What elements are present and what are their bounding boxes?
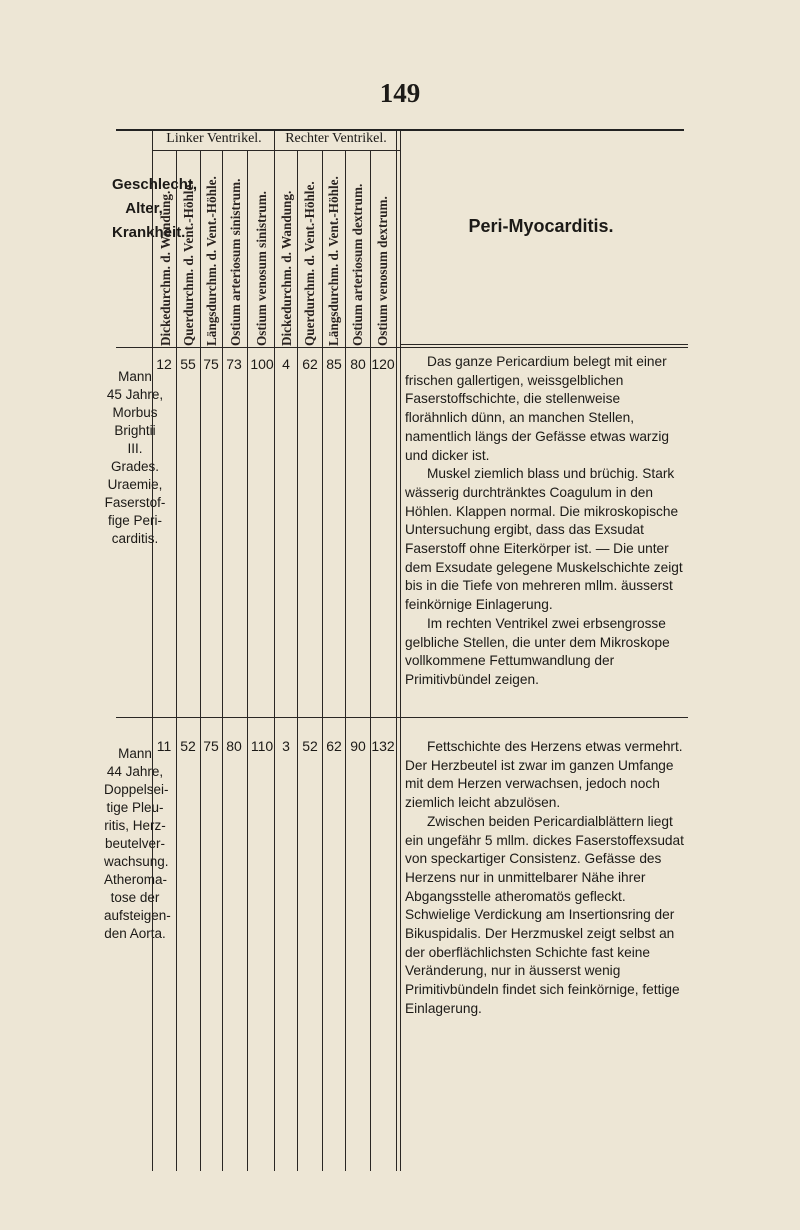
case-line: carditis.	[111, 531, 159, 546]
col-header-text: Dickedurchm. d. Wandung.	[279, 190, 294, 346]
col-line	[222, 150, 223, 1171]
measurement-value: 11	[156, 738, 172, 754]
case-line: Mann	[118, 369, 152, 384]
case-line: aufsteigen-	[104, 908, 171, 923]
findings-paragraph: Muskel ziemlich blass und brüchig. Stark wässerig durchtränktes Coagulum in den Höhlen. Klappen normal. Die mikroskopische Untersuchung ergibt, dass das Exsudat Faserstoff ohne Eiterkörper ist. — Die unter dem Exsudate gelegene Muskelschichte zeigt bis in die Tiefe von mehreren mllm. äusserst feinkörnige Einlagerung.	[405, 466, 683, 613]
col-header-text: Längsdurchm. d. Vent.-Höhle.	[326, 176, 341, 346]
case-line: Brightii	[114, 423, 156, 438]
col-header-right-5	[374, 150, 392, 346]
peri-myocarditis-header: Peri-Myocarditis.	[468, 216, 614, 236]
case-line: Doppelsei-	[104, 782, 169, 797]
case-line: Atheroma-	[104, 872, 168, 887]
col-header-right-1	[278, 150, 296, 346]
col-line	[200, 150, 201, 1171]
col-line	[176, 150, 177, 1171]
case-line: tige Pleu-	[106, 800, 164, 815]
col-header-text: Ostium arteriosum dextrum.	[350, 183, 365, 346]
col-line	[400, 131, 401, 1171]
col-header-text: Dickedurchm. d. Wandung.	[158, 190, 173, 346]
col-line	[345, 150, 346, 1171]
case-line: 45 Jahre,	[106, 387, 164, 402]
case-line: den Aorta.	[104, 926, 166, 941]
right-ventricle-header: Rechter Ventrikel.	[285, 131, 387, 146]
col-header-right-4	[349, 150, 367, 346]
measurement-value: 52	[180, 738, 196, 754]
case-description	[104, 368, 166, 548]
col-header-text: Längsdurchm. d. Vent.-Höhle.	[204, 176, 219, 346]
measurement-value: 100	[250, 356, 274, 372]
measurement-value: 80	[350, 356, 366, 372]
findings-paragraph: Fettschichte des Herzens etwas vermehrt. Der Herzbeutel ist zwar im ganzen Umfange mit dem Herzen verwachsen, jedoch noch ziemlich leicht abzulösen.	[405, 739, 683, 811]
case-line: Morbus	[112, 405, 158, 420]
col-header-left-2	[180, 150, 198, 346]
measurement-value: 52	[302, 738, 318, 754]
measurement-value: 62	[302, 356, 318, 372]
header-rule-double	[400, 344, 688, 345]
case-line: 44 Jahre,	[106, 764, 164, 779]
measurement-value: 80	[226, 738, 242, 754]
col-header-left-4	[227, 150, 245, 346]
measurement-value: 85	[326, 356, 342, 372]
col-line	[370, 150, 371, 1171]
col-line	[152, 131, 153, 1171]
case-line: Uraemie,	[107, 477, 163, 492]
measurement-value: 120	[371, 356, 395, 372]
measurement-value: 110	[250, 738, 274, 754]
case-findings	[405, 353, 685, 690]
row-header-line: Krankheit.	[112, 224, 186, 241]
col-line	[322, 150, 323, 1171]
case-line: Faserstof-	[104, 495, 166, 510]
case-line: III. Grades.	[110, 441, 160, 474]
col-header-text: Ostium venosum sinistrum.	[254, 191, 269, 346]
measurement-value: 73	[226, 356, 242, 372]
measurement-value: 4	[282, 356, 290, 372]
measurement-value: 62	[326, 738, 342, 754]
col-line	[396, 131, 397, 1171]
findings-paragraph: Zwischen beiden Pericardialblättern liegt ein ungefähr 5 mllm. dickes Faserstoffexsudat von speckartiger Consistenz. Gefässe des Herzens nur in unmittelbarer Nähe ihrer Abgangsstelle atheromatös gefleckt. Schwielige Verdickung am Insertionsring der Bikuspidalis. Der Herzmuskel zeigt selbst an der oberflächlichsten Schichte fast keine Veränderung, nur in äusserst wenig Primitivbündeln findet sich feinkörnige, fettige Einlagerung.	[405, 813, 684, 1016]
row-divider	[116, 717, 688, 718]
findings-paragraph: Im rechten Ventrikel zwei erbsengrosse gelbliche Stellen, die unter dem Mikroskope vollkommene Fettumwandlung der Primitivbündel zeigen.	[405, 615, 670, 687]
case-line: wachsung.	[104, 854, 169, 869]
header-rule	[116, 347, 688, 348]
measurement-value: 12	[156, 356, 172, 372]
case-findings	[405, 738, 685, 1019]
col-line	[297, 150, 298, 1171]
case-line: Mann	[118, 746, 152, 761]
col-header-text: Ostium venosum dextrum.	[375, 196, 390, 346]
col-header-text: Querdurchm. d. Vent.-Höhle.	[181, 181, 196, 346]
case-line: ritis, Herz-	[104, 818, 166, 833]
measurement-value: 75	[203, 356, 219, 372]
col-header-left-3	[203, 150, 221, 346]
col-header-text: Querdurchm. d. Vent.-Höhle.	[302, 181, 317, 346]
case-line: fige Peri-	[107, 513, 163, 528]
page-number: 149	[379, 78, 421, 108]
case-line: tose der	[110, 890, 160, 905]
measurement-value: 75	[203, 738, 219, 754]
col-line	[274, 131, 275, 1171]
findings-paragraph: Das ganze Pericardium belegt mit einer frischen gallertigen, weissgelblichen Faserstoffschichte, die stellenweise florähnlich dünn, an manchen Stellen, namentlich längs der Gefässe etwas warzig und dicker ist.	[405, 354, 669, 463]
measurement-value: 90	[350, 738, 366, 754]
row-header-line: Geschlecht,	[112, 176, 198, 193]
col-line	[247, 150, 248, 1171]
measurement-value: 132	[371, 738, 395, 754]
case-line: beutelver-	[104, 836, 166, 851]
col-header-left-5	[253, 150, 271, 346]
measurement-value: 3	[282, 738, 290, 754]
row-header-line: Alter,	[125, 200, 163, 217]
col-header-left-1	[157, 150, 175, 346]
measurement-value: 55	[180, 356, 196, 372]
col-header-right-2	[301, 150, 319, 346]
left-ventricle-header: Linker Ventrikel.	[166, 131, 262, 146]
col-header-text: Ostium arteriosum sinistrum.	[228, 178, 243, 346]
col-header-right-3	[325, 150, 343, 346]
